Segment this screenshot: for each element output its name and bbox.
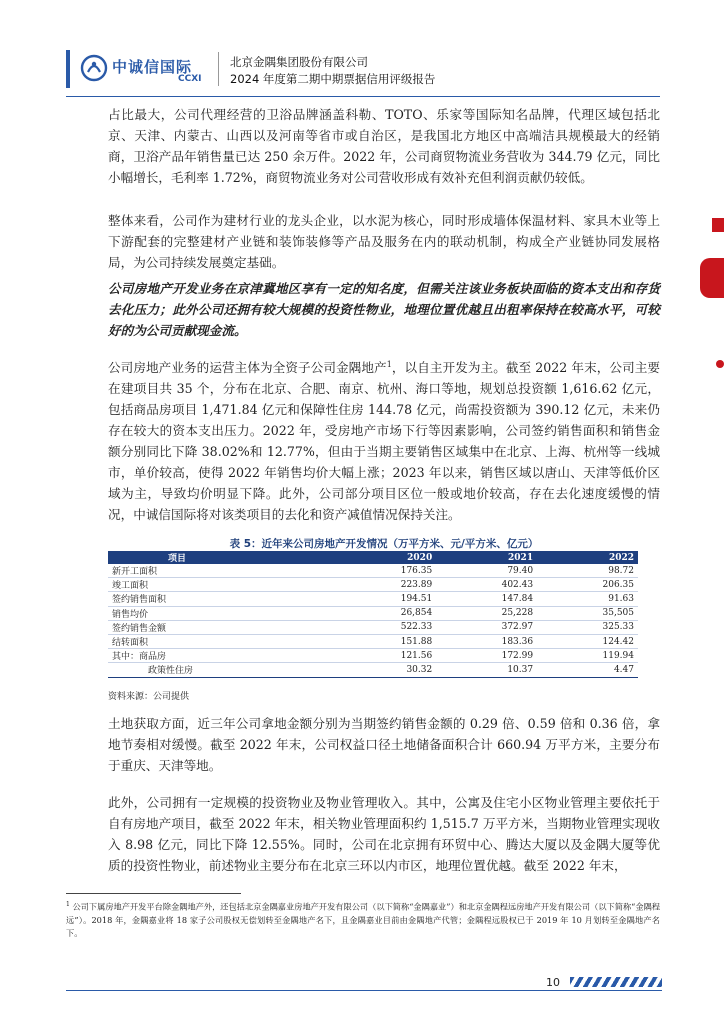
row-label: 竣工面积 (108, 578, 335, 592)
header-report-title: 2024 年度第二期中期票据信用评级报告 (230, 72, 436, 86)
real-estate-table (108, 551, 638, 678)
edge-decoration-dot (716, 360, 724, 368)
row-label: 签约销售面积 (108, 592, 335, 606)
cell-2021: 183.36 (436, 634, 537, 648)
table-row (108, 564, 638, 578)
row-label: 签约销售金额 (108, 620, 335, 634)
row-label: 其中：商品房 (108, 649, 335, 663)
cell-2022: 91.63 (537, 592, 638, 606)
footnote-text: 公司下属房地产开发平台除金隅地产外，还包括北京金隅嘉业房地产开发有限公司（以下简称“金隅嘉业”）和北京金隅程远房地产开发有限公司（以下简称“金隅程远”）。2018 年，金隅嘉业将 18 家子公司股权无偿划转至金隅地产名下，且金隅嘉业目前由金隅地产代管；金隅程远股权已于 2019 年 10 月划转至金隅地产名下。 (66, 901, 661, 938)
row-label: 结转面积 (108, 634, 335, 648)
logo-chinese-name: 中诚信国际 (112, 58, 193, 76)
footnote-rule (66, 893, 241, 894)
cell-2022: 4.47 (537, 663, 638, 677)
row-label: 政策性住房 (108, 663, 335, 677)
row-label: 新开工面积 (108, 564, 335, 578)
table-row (108, 578, 638, 592)
page-number: 10 (546, 976, 560, 989)
header-company-name: 北京金隅集团股份有限公司 (230, 55, 368, 69)
cell-2020: 121.56 (335, 649, 436, 663)
ccxi-logo (80, 52, 210, 86)
table-row (108, 606, 638, 620)
table-row (108, 663, 638, 677)
cell-2022: 35,505 (537, 606, 638, 620)
table-title: 表 5：近年来公司房地产开发情况（万平方米、元/平方米、亿元） (229, 538, 539, 550)
paragraph-real-estate-text-b: ，以自主开发为主。截至 2022 年末，公司主要在建项目共 35 个，分布在北京、合肥、南京、杭州、海口等地，规划总投资额 1,616.62 亿元，包括商品房项目 1,471.84 亿元和保障性住房 144.78 亿元，尚需投资额为 390.12 亿元，未来仍存在较大的资本支出压力。2022 年，受房地产市场下行等因素影响，公司签约销售面积和销售金额分别同比下降 38.02%和 12.77%，但由于当期主要销售区域集中在北京、上海、杭州等一线城市，单价较高，使得 2022 年销售均价大幅上涨；2023 年以来，销售区域以唐山、天津等低价区域为主，导致均价明显下降。此外，公司部分项目区位一般或地价较高，存在去化速度缓慢的情况，中诚信国际将对该类项目的去化和资产减值情况保持关注。 (108, 360, 660, 523)
footnote-mark: 1 (66, 901, 70, 908)
cell-2022: 325.33 (537, 620, 638, 634)
paragraph-overall-summary: 整体来看，公司作为建材行业的龙头企业，以水泥为核心，同时形成墙体保温材料、家具木业等上下游配套的完整建材产业链和装饰装修等产品及服务在内的联动机制，构成全产业链协同发展格局，为公司持续发展奠定基础。 (108, 213, 660, 270)
row-label: 销售均价 (108, 606, 335, 620)
edge-decoration-tab (700, 258, 724, 298)
footnote-ref-mark: 1 (386, 360, 392, 369)
table-header-item: 项目 (108, 551, 335, 564)
cell-2020: 176.35 (335, 564, 436, 578)
cell-2022: 206.35 (537, 578, 638, 592)
cell-2021: 25,228 (436, 606, 537, 620)
cell-2020: 30.32 (335, 663, 436, 677)
footnote (66, 898, 660, 940)
page-number-stripes (570, 977, 662, 987)
cell-2020: 522.33 (335, 620, 436, 634)
edge-decoration-top (712, 218, 724, 232)
cell-2022: 124.42 (537, 634, 638, 648)
cell-2020: 223.89 (335, 578, 436, 592)
paragraph-real-estate-detail (108, 354, 660, 525)
footer-rule (66, 990, 662, 991)
cell-2021: 402.43 (436, 578, 537, 592)
cell-2020: 26,854 (335, 606, 436, 620)
cell-2021: 10.37 (436, 663, 537, 677)
header-rule (66, 96, 660, 97)
cell-2021: 147.84 (436, 592, 537, 606)
header-divider (218, 52, 219, 86)
cell-2021: 79.40 (436, 564, 537, 578)
table-header-row (108, 551, 638, 564)
cell-2020: 151.88 (335, 634, 436, 648)
paragraph-real-estate-headline: 公司房地产开发业务在京津冀地区享有一定的知名度，但需关注该业务板块面临的资本支出和存货去化压力；此外公司还拥有较大规模的投资性物业，地理位置优越且出租率保持在较高水平，可较好的为公司贡献现金流。 (108, 281, 660, 338)
table-source-note: 资料来源：公司提供 (108, 692, 190, 702)
paragraph-land-acquisition: 土地获取方面，近三年公司拿地金额分别为当期签约销售金额的 0.29 倍、0.59 倍和 0.36 倍，拿地节奏相对缓慢。截至 2022 年末，公司权益口径土地储备面积合计 660.94 万平方米，主要分布于重庆、天津等地。 (108, 716, 660, 773)
cell-2021: 172.99 (436, 649, 537, 663)
table-row (108, 592, 638, 606)
table-row (108, 620, 638, 634)
cell-2021: 372.97 (436, 620, 537, 634)
paragraph-real-estate-text-a: 公司房地产业务的运营主体为全资子公司金隅地产 (108, 360, 387, 376)
paragraph-investment-property: 此外，公司拥有一定规模的投资物业及物业管理收入。其中，公寓及住宅小区物业管理主要依托于自有房地产项目，截至 2022 年末，相关物业管理面积约 1,515.7 万平方米，当期物业管理实现收入 8.98 亿元，同比下降 12.55%。同时，公司在北京拥有环贸中心、腾达大厦以及金隅大厦等优质的投资性物业，前述物业主要分布在北京三环以内市区，地理位置优越。截至 2022 年末， (108, 795, 660, 873)
table-header-2021: 2021 (436, 551, 537, 564)
table-row (108, 649, 638, 663)
cell-2022: 119.94 (537, 649, 638, 663)
ccxi-logo-icon (80, 54, 108, 82)
header-accent-bar (66, 50, 70, 88)
table-header-2022: 2022 (537, 551, 638, 564)
table-header-2020: 2020 (335, 551, 436, 564)
table-row (108, 634, 638, 648)
logo-english-name: CCXI (178, 74, 202, 84)
paragraph-trade-logistics: 占比最大，公司代理经营的卫浴品牌涵盖科勒、TOTO、乐家等国际知名品牌，代理区域包括北京、天津、内蒙古、山西以及河南等省市或自治区，是我国北方地区中高端洁具规模最大的经销商，卫浴产品年销售量已达 250 余万件。2022 年，公司商贸物流业务营收为 344.79 亿元，同比小幅增长，毛利率 1.72%，商贸物流业务对公司营收形成有效补充但利润贡献仍较低。 (108, 107, 660, 185)
cell-2022: 98.72 (537, 564, 638, 578)
cell-2020: 194.51 (335, 592, 436, 606)
